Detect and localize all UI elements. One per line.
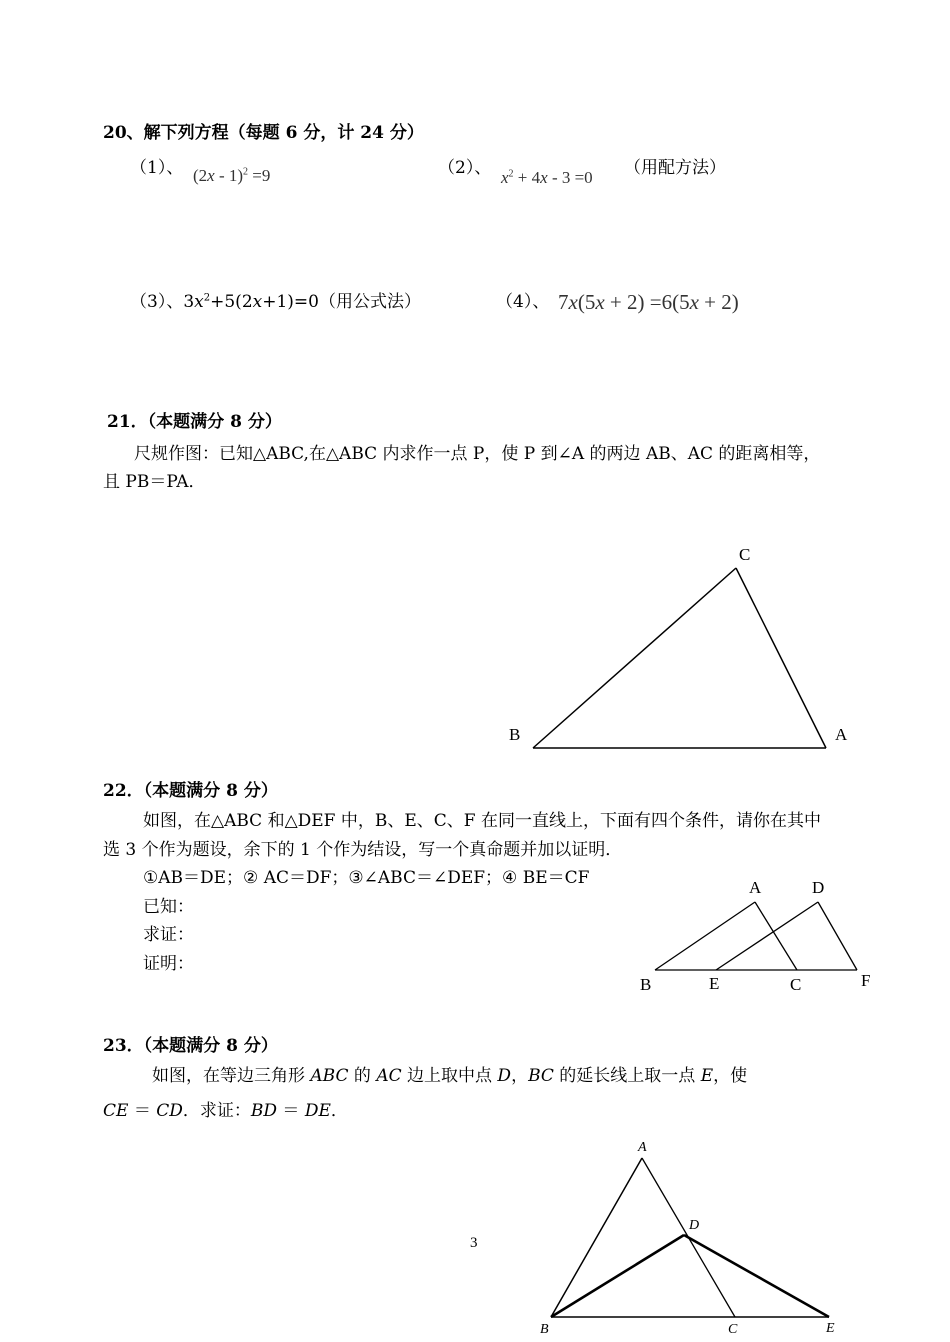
q20-part1-equation: (2x - 1)$^2$ =9 [193,166,271,185]
q20-part3: （3）、$3x^2+5(2x+1)=0$（用公式法） [130,292,421,312]
q22-triangles-figure [655,902,857,970]
q20-part4-equation: 7x(5x + 2) =6(5x + 2) [558,290,739,314]
q21-label-c: C [739,545,751,564]
q23-label-d: D [689,1218,700,1233]
q22-label-f: F [861,971,871,990]
q23-label-e: E [826,1321,835,1336]
q23-label-a: A [638,1140,647,1155]
q21-side-ca [736,568,826,748]
q22-label-d: D [812,878,825,897]
q22-proof: 证明： [143,954,194,974]
q23-segment-de [684,1235,829,1317]
q20-part2-label: （2）、 [438,158,492,178]
q23-text-line1: 如图，在等边三角形 ABC 的 AC 边上取中点 D，BC 的延长线上取一点 E，使 [152,1066,748,1086]
q21-text-line1: 尺规作图：已知△ABC,在△ABC 内求作一点 P，使 P 到∠A 的两边 AB、AC 的距离相等， [134,444,821,464]
q22-label-a: A [749,878,762,897]
q22-conditions: ①AB＝DE；② AC＝DF；③∠ABC＝∠DEF；④ BE＝CF [143,868,590,888]
q23-side-ab [551,1158,642,1317]
q23-text-line2: CE ＝ CD．求证：BD ＝ DE． [103,1101,348,1121]
q22-title: 22．（本题满分 8 分） [103,781,278,801]
q23-figure [551,1158,829,1317]
q20-part2-method: （用配方法） [624,158,726,178]
q21-side-bc [533,568,736,748]
q22-text-line2: 选 3 个作为题设，余下的 1 个作为结设，写一个真命题并加以证明． [103,840,623,860]
q23-label-c: C [728,1322,738,1337]
q21-text-line2: 且 PB＝PA． [103,472,206,492]
q22-text-line1: 如图，在△ABC 和△DEF 中，B、E、C、F 在同一直线上，下面有四个条件，请你在其中 [143,811,821,831]
q23-title: 23．（本题满分 8 分） [103,1036,278,1056]
q21-label-a: A [835,725,848,744]
q22-label-c: C [790,975,802,994]
q21-triangle-abc [533,568,826,748]
q20-part2-equation: $x^2 + 4x - 3 =0$ [501,168,593,187]
q22-side-ab [655,902,755,970]
q20-part1-label: （1）、 [130,158,184,178]
q23-segment-bd [551,1235,684,1317]
q22-side-ed [716,902,818,970]
q22-prove: 求证： [143,925,194,945]
q22-label-e: E [709,974,720,993]
q22-label-b: B [640,975,652,994]
q21-title: 21．（本题满分 8 分） [107,412,282,432]
q23-label-b: B [540,1322,549,1337]
q22-known: 已知： [143,897,194,917]
page-number: 3 [470,1235,478,1251]
q20-part4-label: （4）、 [496,292,550,312]
q22-side-df [818,902,857,970]
q21-label-b: B [509,725,521,744]
q20-title: 20、解下列方程（每题 6 分，计 24 分） [103,123,424,143]
q22-side-ac [755,902,797,970]
